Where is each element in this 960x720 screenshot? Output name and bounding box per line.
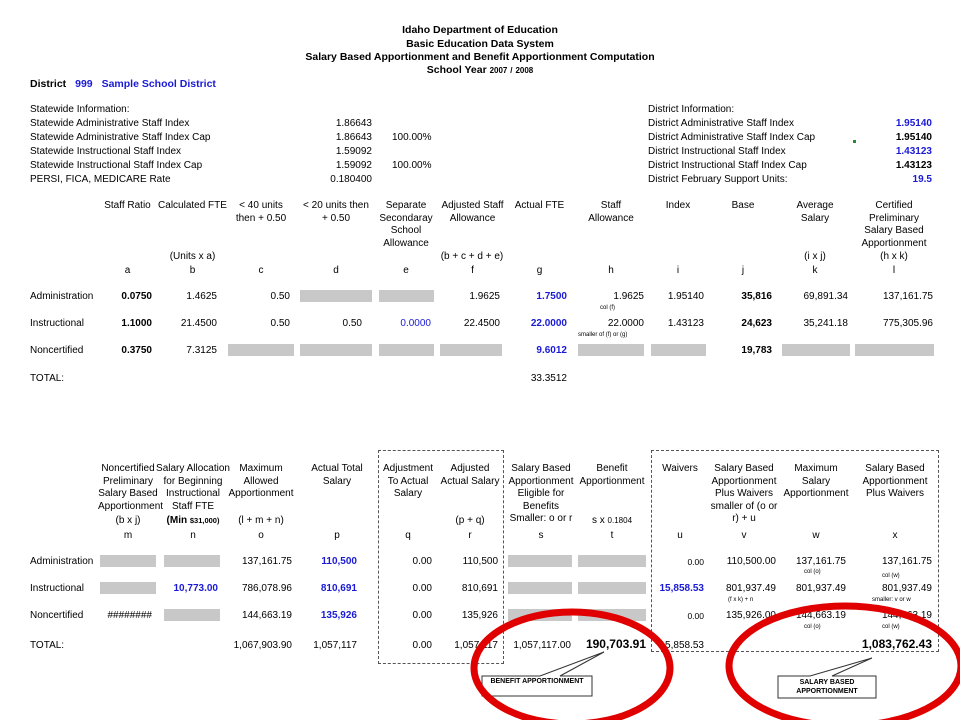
col-letter: o	[258, 530, 264, 541]
col-letter: w	[812, 530, 820, 541]
col-letter: r	[468, 530, 472, 541]
cell-s-total: 1,057,117.00	[513, 640, 571, 651]
cell-note: col (f)	[600, 305, 615, 311]
statewide-label: Statewide Instructional Staff Index	[30, 146, 182, 157]
col-header-n: Salary Allocation for Beginning Instructional Staff FTE	[156, 463, 230, 512]
cell-e: 0.0000	[400, 318, 431, 329]
cell-o: 144,663.19	[241, 610, 292, 621]
col-letter: n	[190, 530, 196, 541]
col-header-k: Average Salary	[796, 200, 834, 224]
col-letter: i	[676, 265, 680, 276]
cell-v: 135,926.00	[725, 610, 776, 621]
salary-apportionment-total: 1,083,762.43	[861, 637, 932, 651]
statewide-label: Statewide Administrative Staff Index Cap	[30, 132, 211, 143]
cell-p-total: 1,057,117	[313, 640, 357, 651]
col-header-u: Waivers	[662, 463, 698, 474]
statewide-value: 1.86643	[335, 132, 372, 143]
col-header-o: Maximum Allowed Apportionment	[228, 463, 294, 500]
row-label-total: TOTAL:	[30, 640, 65, 651]
cell-x: 801,937.49	[881, 583, 932, 594]
cell-f: 1.9625	[469, 291, 500, 302]
cell-r: 810,691	[461, 583, 498, 594]
statewide-value: 0.180400	[330, 174, 372, 185]
col-letter: g	[536, 265, 543, 276]
row-label-administration: Administration	[30, 556, 94, 567]
cell-d: 0.50	[342, 318, 362, 329]
cell-g-total: 33.3512	[530, 373, 567, 384]
benefit-callout-label: BENEFIT APPORTIONMENT	[490, 678, 584, 685]
col-letter: j	[741, 265, 745, 276]
col-header-l-formula: (h x k)	[880, 251, 908, 262]
col-header-i: Index	[665, 200, 691, 211]
cell-c: 0.50	[270, 291, 290, 302]
cell-o-total: 1,067,903.90	[233, 640, 292, 651]
district-info-label: District Administrative Staff Index Cap	[648, 132, 816, 143]
col-letter: h	[608, 265, 614, 276]
col-header-w: Maximum Salary Apportionment	[783, 463, 849, 500]
col-letter: a	[124, 265, 131, 276]
cell-b: 1.4625	[186, 291, 217, 302]
col-letter: k	[812, 265, 818, 276]
cell-q-total: 0.00	[412, 640, 432, 651]
cell-f: 22.4500	[463, 318, 500, 329]
cell-k: 69,891.34	[803, 291, 848, 302]
row-label-administration: Administration	[30, 291, 94, 302]
salary-callout-label: SALARY BASED APPORTIONMENT	[796, 679, 858, 695]
cell-k: 35,241.18	[803, 318, 848, 329]
cell-w: 137,161.75	[795, 556, 846, 567]
report-subtitle: Basic Education Data System	[406, 38, 554, 50]
cell-c: 0.50	[270, 318, 290, 329]
cell-l: 775,305.96	[882, 318, 933, 329]
report-title: Idaho Department of Education	[402, 24, 558, 36]
col-letter: d	[333, 265, 339, 276]
col-header-r-formula: (p + q)	[455, 515, 485, 526]
col-header-m: Noncertified Preliminary Salary Based Apportionment	[98, 463, 164, 512]
col-header-r: Adjusted Actual Salary	[440, 463, 500, 487]
district-info-value: 19.5	[912, 174, 932, 185]
col-letter: t	[610, 530, 614, 541]
col-header-f-formula: (b + c + d + e)	[440, 251, 504, 262]
cell-q: 0.00	[412, 583, 432, 594]
cell-u: 0.00	[687, 557, 704, 567]
cell-n: 10,773.00	[173, 583, 218, 594]
cell-g: 1.7500	[536, 291, 567, 302]
statewide-value: 1.59092	[335, 146, 372, 157]
cell-x: 137,161.75	[881, 556, 932, 567]
cell-r: 135,926	[461, 610, 498, 621]
district-info-label: District February Support Units:	[648, 174, 788, 185]
statewide-value: 1.86643	[335, 118, 372, 129]
col-header-n-min: (Min $31,000)	[166, 515, 220, 526]
cell-m: ########	[107, 610, 152, 621]
cell-b: 7.3125	[186, 345, 217, 356]
cell-a: 0.0750	[121, 291, 152, 302]
district-info-value: 1.95140	[895, 132, 932, 143]
col-header-f: Adjusted Staff Allowance	[441, 200, 504, 224]
cell-x: 144,663.19	[881, 610, 932, 621]
statewide-pct: 100.00%	[392, 132, 432, 143]
col-letter: b	[189, 265, 196, 276]
statewide-heading: Statewide Information:	[30, 104, 130, 115]
col-header-m-formula: (b x j)	[115, 515, 141, 526]
col-header-j: Base	[731, 200, 755, 211]
cell-i: 1.43123	[667, 318, 704, 329]
cell-g: 9.6012	[536, 345, 567, 356]
row-label-instructional: Instructional	[30, 318, 84, 329]
cell-h: 1.9625	[613, 291, 644, 302]
cell-b: 21.4500	[180, 318, 217, 329]
salary-highlight-ellipse	[729, 606, 960, 720]
statewide-pct: 100.00%	[392, 160, 432, 171]
district-info-label: District Instructional Staff Index	[648, 146, 786, 157]
cell-q: 0.00	[412, 556, 432, 567]
cell-u: 15,858.53	[659, 583, 704, 594]
cell-j: 24,623	[741, 318, 772, 329]
cell-v: 110,500.00	[726, 556, 776, 567]
col-header-q: Adjustment To Actual Salary	[382, 463, 434, 500]
benefit-apportionment-total: 190,703.91	[585, 637, 646, 651]
cell-w: 801,937.49	[795, 583, 846, 594]
cell-u: 0.00	[687, 611, 704, 621]
district-info-heading: District Information:	[648, 104, 735, 115]
col-header-x: Salary Based Apportionment Plus Waivers	[862, 463, 928, 500]
col-letter: e	[403, 265, 409, 276]
cell-r-total: 1,057,117	[454, 640, 498, 651]
cell-note: col (o)	[804, 569, 821, 575]
cell-note: col (w)	[882, 573, 900, 579]
cell-note: smaller: v or w	[872, 597, 911, 603]
cell-note: col (o)	[804, 624, 821, 630]
col-header-v: Salary Based Apportionment Plus Waivers smaller of (o or r) + u	[710, 463, 778, 525]
statewide-label: Statewide Instructional Staff Index Cap	[30, 160, 203, 171]
row-label-total: TOTAL:	[30, 373, 65, 384]
cell-p: 135,926	[320, 610, 357, 621]
statewide-value: 1.59092	[335, 160, 372, 171]
cell-w: 144,663.19	[795, 610, 846, 621]
report-heading: Salary Based Apportionment and Benefit Apportionment Computation	[305, 51, 655, 63]
col-letter: v	[741, 530, 747, 541]
col-header-o-formula: (l + m + n)	[238, 515, 284, 526]
col-header-a: Staff Ratio	[104, 200, 151, 211]
cell-a: 0.3750	[121, 345, 152, 356]
cell-j: 35,816	[741, 291, 772, 302]
benefit-callout-box	[482, 652, 604, 696]
cell-v: 801,937.49	[725, 583, 776, 594]
col-letter: x	[892, 530, 898, 541]
col-header-s: Salary Based Apportionment Eligible for Benefits Smaller: o or r	[508, 463, 574, 525]
col-header-t: Benefit Apportionment	[579, 463, 645, 487]
col-letter: l	[892, 265, 896, 276]
cell-note: smaller of (f) or (g)	[578, 332, 628, 338]
cell-u-total: 15,858.53	[659, 640, 704, 651]
col-letter: p	[334, 530, 340, 541]
col-letter: c	[258, 265, 264, 276]
cell-q: 0.00	[412, 610, 432, 621]
col-letter: m	[123, 530, 133, 541]
school-year: School Year 2007 / 2008	[426, 64, 534, 76]
cell-i: 1.95140	[667, 291, 704, 302]
cell-note: col (w)	[882, 624, 900, 630]
cell-h: 22.0000	[607, 318, 644, 329]
col-letter: f	[471, 265, 474, 276]
district-info-value: 1.43123	[895, 160, 932, 171]
cell-g: 22.0000	[530, 318, 567, 329]
col-header-e: Separate Secondaray School Allowance	[379, 200, 433, 249]
cell-note: (f x k) + n	[728, 597, 754, 603]
row-label-noncertified: Noncertified	[30, 610, 84, 621]
row-label-instructional: Instructional	[30, 583, 84, 594]
col-header-h: Staff Allowance	[588, 200, 634, 224]
col-letter: s	[538, 530, 544, 541]
district-info-label: District Administrative Staff Index	[648, 118, 794, 129]
district-info-value: 1.43123	[895, 146, 932, 157]
statewide-label: Statewide Administrative Staff Index	[30, 118, 190, 129]
col-header-b: Calculated FTE	[158, 200, 227, 211]
col-header-b-formula: (Units x a)	[169, 251, 216, 262]
cell-p: 110,500	[321, 556, 357, 567]
district-line: District 999 Sample School District	[30, 78, 216, 90]
cell-j: 19,783	[741, 345, 772, 356]
cell-r: 110,500	[462, 556, 498, 567]
col-header-l: Certified Preliminary Salary Based Apportionment	[861, 200, 927, 249]
district-info-label: District Instructional Staff Index Cap	[648, 160, 807, 171]
cell-o: 786,078.96	[241, 583, 292, 594]
col-header-k-formula: (i x j)	[804, 251, 826, 262]
district-info-value: 1.95140	[895, 118, 932, 129]
col-header-p: Actual Total Salary	[311, 463, 363, 487]
col-letter: u	[677, 530, 683, 541]
cell-l: 137,161.75	[882, 291, 933, 302]
col-header-t-formula: s x 0.1804	[591, 515, 633, 526]
col-header-g: Actual FTE	[514, 200, 565, 211]
row-label-noncertified: Noncertified	[30, 345, 84, 356]
cell-o: 137,161.75	[241, 556, 292, 567]
col-letter: q	[405, 530, 411, 541]
statewide-label: PERSI, FICA, MEDICARE Rate	[30, 174, 171, 185]
col-header-c: < 40 units then + 0.50	[235, 200, 287, 224]
cell-a: 1.1000	[121, 318, 152, 329]
col-header-d: < 20 units then + 0.50	[303, 200, 369, 224]
cell-p: 810,691	[320, 583, 357, 594]
